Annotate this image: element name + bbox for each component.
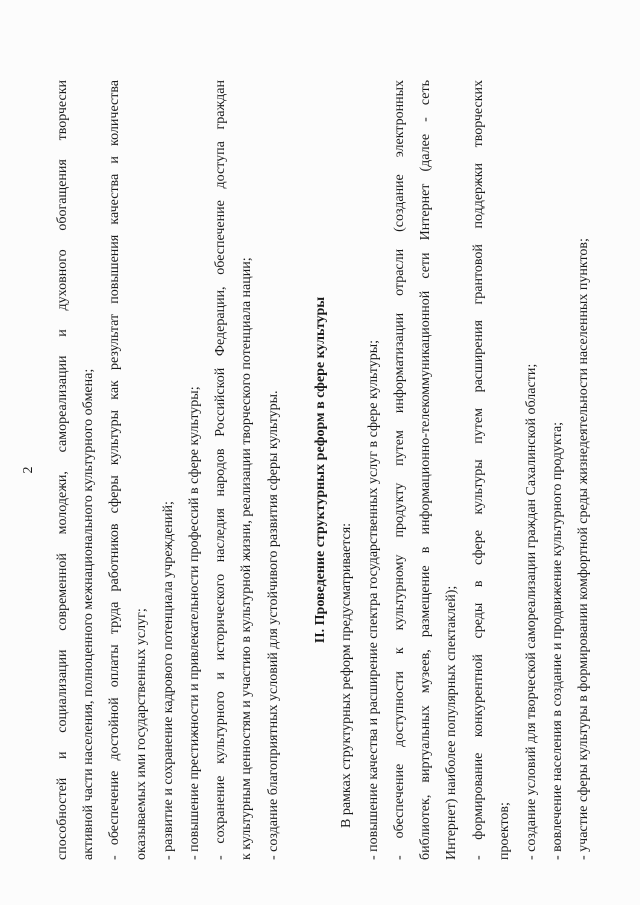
text-line: проектов;: [497, 802, 512, 860]
text-line: - повышение качества и расширение спектра государственных услуг в сфере культуры;: [366, 339, 381, 860]
text-line: - сохранение культурного и исторического наследия народов Российской Федерации, обеспечение доступа граждан: [213, 80, 228, 860]
rotated-text-block: [15, 80, 615, 860]
text-line: оказываемых ими государственных услуг;: [134, 608, 149, 860]
text-line: - повышение престижности и привлекательности профессий в сфере культуры;: [187, 386, 202, 860]
page-number: 2: [21, 466, 36, 474]
text-line: активной части населения, полноценного межнационального культурного обмена;: [81, 368, 96, 860]
text-line: - создание благоприятных условий для устойчивого развития сферы культуры.: [266, 390, 281, 860]
text-line: библиотек, виртуальных музеев, размещение в информационно-телекоммуникационной сети Интернет (далее - сеть: [418, 80, 433, 860]
text-line: к культурным ценностям и участию в культурной жизни, реализации творческого потенциала нации;: [239, 257, 254, 860]
text-line: - формирование конкурентной среды в сфере культуры путем расширения грантовой поддержки творческих: [471, 80, 486, 860]
text-line: - создание условий для творческой самореализации граждан Сахалинской области;: [524, 363, 539, 860]
section-heading: II. Проведение структурных реформ в сфере культуры: [313, 296, 328, 644]
text-line: - вовлечение населения в создание и продвижение культурного продукта;: [550, 421, 565, 860]
text-line: - участие сферы культуры в формировании комфортной среды жизнедеятельности населенных пунктов;: [576, 238, 591, 860]
text-line: способностей и социализации современной молодежи, самореализации и духовного обогащения творчески: [55, 80, 70, 860]
text-line: - развитие и сохранение кадрового потенциала учреждений;: [161, 501, 176, 860]
text-line: В рамках структурных реформ предусматривается:: [339, 522, 354, 828]
text-line: - обеспечение доступности к культурному продукту путем информатизации отрасли (создание электронных: [392, 80, 407, 860]
text-line: - обеспечение достойной оплаты труда работников сферы культуры как результат повышения качества и количества: [107, 80, 122, 860]
text-line: Интернет) наиболее популярных спектаклей);: [444, 585, 459, 860]
